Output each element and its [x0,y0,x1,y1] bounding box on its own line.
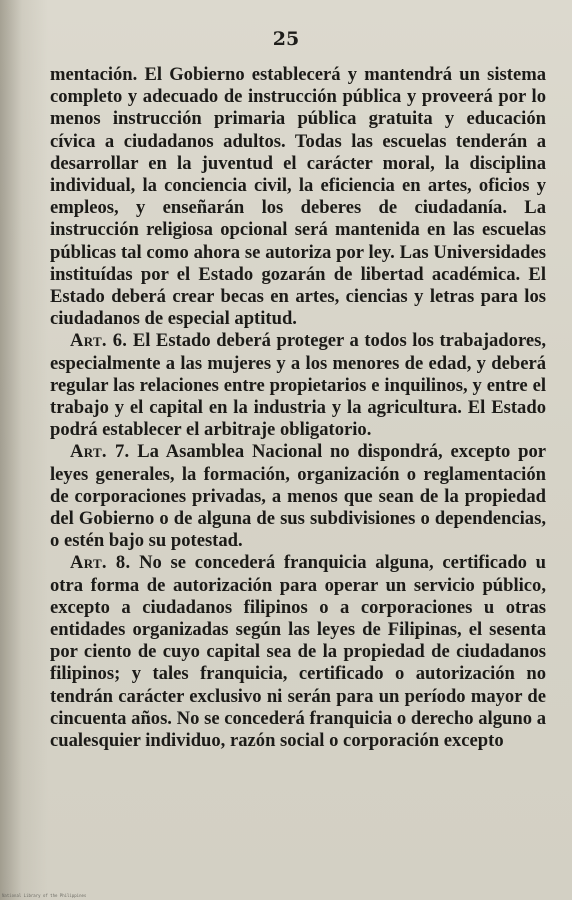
paragraph-article-8 [50,552,546,752]
scan-footer-note: National Library of the Philippines [2,893,87,898]
paragraph-continuation [50,64,546,330]
paragraph-text: mentación. El Gobierno establecerá y mantendrá un sistema completo y adecuado de instrucción pública y proveerá por lo menos instrucción primaria pública gratuita y educación cívica a ciudadanos adultos. Todas las escuelas tenderán a desarrollar en la juventud el carácter moral, la disciplina individual, la conciencia civil, la eficiencia en artes, oficios y empleos, y enseñarán los deberes de ciudadanía. La instrucción religiosa opcional será mantenida en las escuelas públicas tal como ahora se autoriza por ley. Las Universidades instituídas por el Estado gozarán de libertad académica. El Estado deberá crear becas en artes, ciencias y letras para los ciudadanos de especial aptitud. [50,64,546,330]
body-text [50,64,546,752]
paragraph-article-7 [50,441,546,552]
article-label: Art. 6. [70,330,128,352]
paragraph-text: La Asamblea Nacional no dispondrá, excepto por leyes generales, la formación, organización o reglamentación de corporaciones privadas, a menos que sean de la propiedad del Gobierno o de alguna de sus subdivisiones o dependencias, o estén bajo su potestad. [50,441,546,552]
article-label: Art. 7. [70,441,130,463]
paragraph-article-6 [50,330,546,441]
article-label: Art. 8. [70,552,131,574]
page-number: 25 [272,28,300,50]
paragraph-text: El Estado deberá proteger a todos los trabajadores, especialmente a las mujeres y a los menores de edad, y deberá regular las relaciones entre propietarios e inquilinos, y entre el trabajo y el capital en la industria y la agricultura. El Estado podrá establecer el arbitraje obligatorio. [50,330,547,441]
paragraph-text: No se concederá franquicia alguna, certificado u otra forma de autorización para operar un servicio público, excepto a ciudadanos filipinos o a corporaciones u otras entidades organizadas según las leyes de Filipinas, el sesenta por ciento de cuyo capital sea de la propiedad de ciudadanos filipinos; y tales franquicia, certificado o autorización no tendrán carácter exclusivo ni serán para un período mayor de cincuenta años. No se concederá franquicia o derecho alguno a cualesquier individuo, razón social o corporación excepto [50,552,546,752]
